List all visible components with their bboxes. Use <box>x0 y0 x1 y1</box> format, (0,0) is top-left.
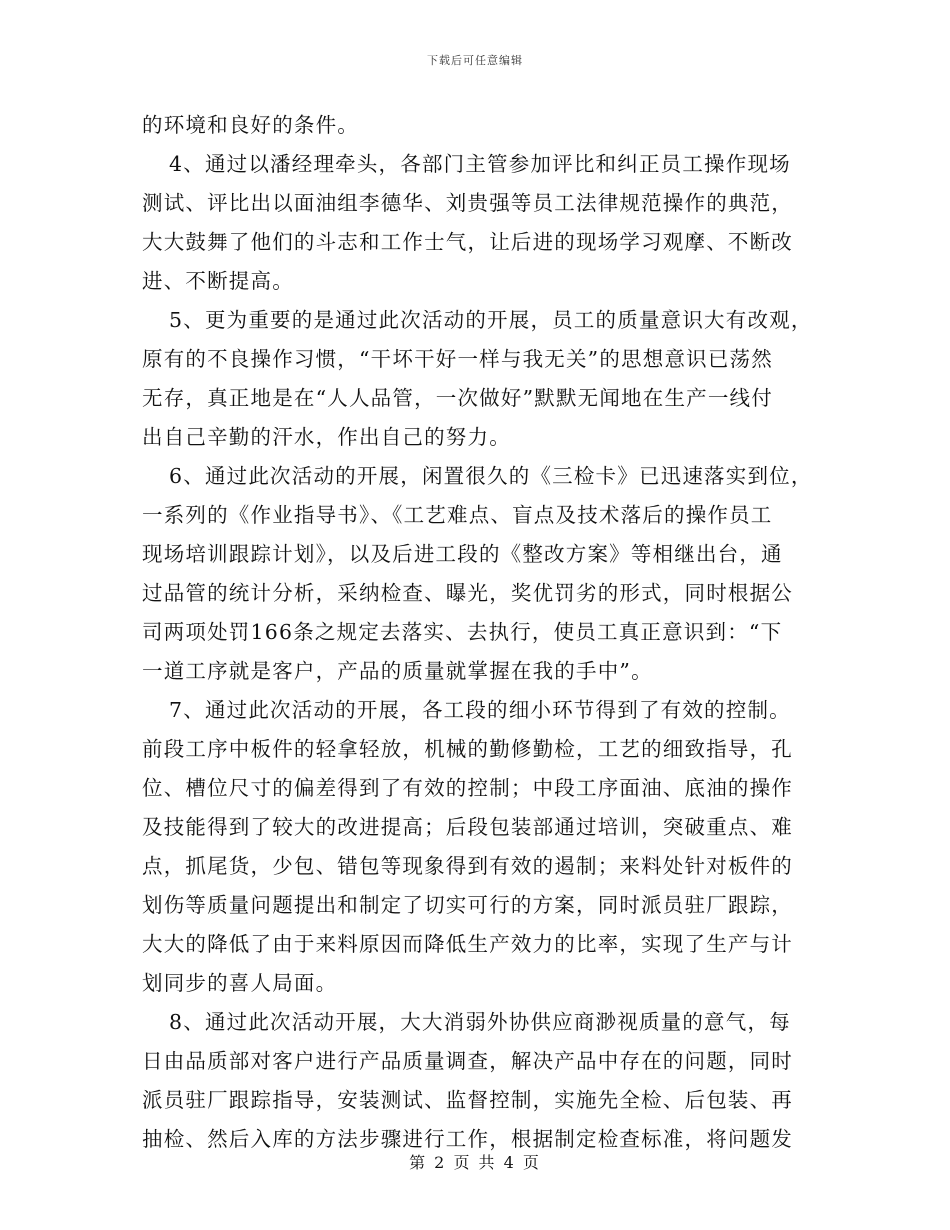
text-line: 进、不断提高。 <box>142 269 294 293</box>
text-line: 的环境和良好的条件。 <box>142 113 359 137</box>
text-line: 一系列的《作业指导书》、《工艺难点、盲点及技术落后的操作员工 <box>142 503 773 527</box>
text-line: 大大的降低了由于来料原因而降低生产效力的比率，实现了生产与计 <box>142 932 793 956</box>
text-line: 派员驻厂跟踪指导，安装测试、监督控制，实施先全检、后包装、再 <box>142 1088 793 1112</box>
text-line: 无存，真正地是在“人人品管，一次做好”默默无闻地在生产一线付 <box>142 386 773 410</box>
text-line: 大大鼓舞了他们的斗志和工作士气，让后进的现场学习观摩、不断改 <box>142 230 793 254</box>
text-line: 一道工序就是客户，产品的质量就掌握在我的手中”。 <box>142 659 653 683</box>
text-line: 原有的不良操作习惯，“干坏干好一样与我无关”的思想意识已荡然 <box>142 347 773 371</box>
text-line: 现场培训跟踪计划》，以及后进工段的《整改方案》等相继出台，通 <box>142 542 783 566</box>
text-line: 过品管的统计分析，采纳检查、曝光，奖优罚劣的形式，同时根据公 <box>142 581 793 605</box>
text-line: 出自己辛勤的汗水，作出自己的努力。 <box>142 425 511 449</box>
paragraph-start-7: 7、通过此次活动的开展，各工段的细小环节得到了有效的控制。 <box>169 698 791 722</box>
text-line: 点，抓尾货，少包、错包等现象得到有效的遏制；来料处针对板件的 <box>142 854 793 878</box>
text-line: 司两项处罚166条之规定去落实、去执行，使员工真正意识到：“下 <box>142 620 783 644</box>
paragraph-start-8: 8、通过此次活动开展，大大消弱外协供应商渺视质量的意气，每 <box>169 1010 791 1034</box>
text-line: 位、槽位尺寸的偏差得到了有效的控制；中段工序面油、底油的操作 <box>142 776 793 800</box>
text-line: 划同步的喜人局面。 <box>142 971 338 995</box>
text-line: 日由品质部对客户进行产品质量调查，解决产品中存在的问题，同时 <box>142 1049 793 1073</box>
document-body <box>142 106 822 1159</box>
page-number-footer: 第 2 页 共 4 页 <box>409 1153 541 1172</box>
paragraph-start-5: 5、更为重要的是通过此次活动的开展，员工的质量意识大有改观， <box>169 308 813 332</box>
page-header: 下载后可任意编辑 <box>427 54 523 67</box>
paragraph-start-6: 6、通过此次活动的开展，闲置很久的《三检卡》已迅速落实到位， <box>169 464 813 488</box>
text-line: 测试、评比出以面油组李德华、刘贵强等员工法律规范操作的典范， <box>142 191 793 215</box>
text-line: 前段工序中板件的轻拿轻放，机械的勤修勤检，工艺的细致指导，孔 <box>142 737 793 761</box>
text-line: 及技能得到了较大的改进提高；后段包装部通过培训，突破重点、难 <box>142 815 793 839</box>
text-line: 抽检、然后入库的方法步骤进行工作，根据制定检查标准，将问题发 <box>142 1127 793 1151</box>
paragraph-start-4: 4、通过以潘经理牵头，各部门主管参加评比和纠正员工操作现场 <box>169 152 791 176</box>
text-line: 划伤等质量问题提出和制定了切实可行的方案，同时派员驻厂跟踪， <box>142 893 793 917</box>
